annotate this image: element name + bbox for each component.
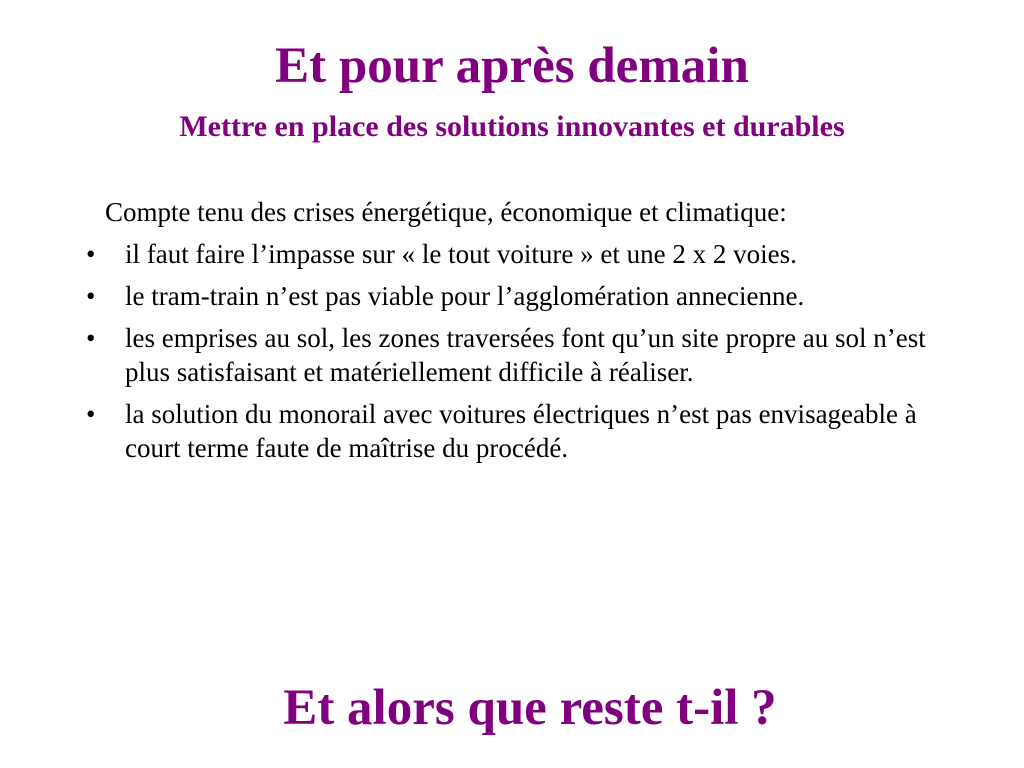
bullet-item xyxy=(82,321,952,389)
bullet-text: il faut faire l’impasse sur « le tout voiture » et une 2 x 2 voies. xyxy=(125,239,797,269)
slide-body xyxy=(82,195,952,473)
bullet-text: la solution du monorail avec voitures électriques n’est pas envisageable à court terme faute de maîtrise du procédé. xyxy=(125,399,917,463)
bullet-item xyxy=(82,279,952,313)
slide-subtitle: Mettre en place des solutions innovantes et durables xyxy=(179,110,845,143)
bullet-icon: • xyxy=(86,239,96,269)
bullet-item xyxy=(82,237,952,271)
bullet-icon: • xyxy=(86,399,96,429)
bullet-text: les emprises au sol, les zones traversées font qu’un site propre au sol n’est plus satisfaisant et matériellement difficile à réaliser. xyxy=(125,323,926,387)
bullet-icon: • xyxy=(86,323,96,353)
bullet-text: le tram-train n’est pas viable pour l’agglomération annecienne. xyxy=(125,281,805,311)
intro-text: Compte tenu des crises énergétique, économique et climatique: xyxy=(105,197,787,227)
bullet-item xyxy=(82,397,952,465)
closing-question: Et alors que reste t-il ? xyxy=(283,680,777,736)
bullet-list xyxy=(82,237,952,465)
bullet-icon: • xyxy=(86,281,96,311)
slide-title: Et pour après demain xyxy=(275,38,749,94)
